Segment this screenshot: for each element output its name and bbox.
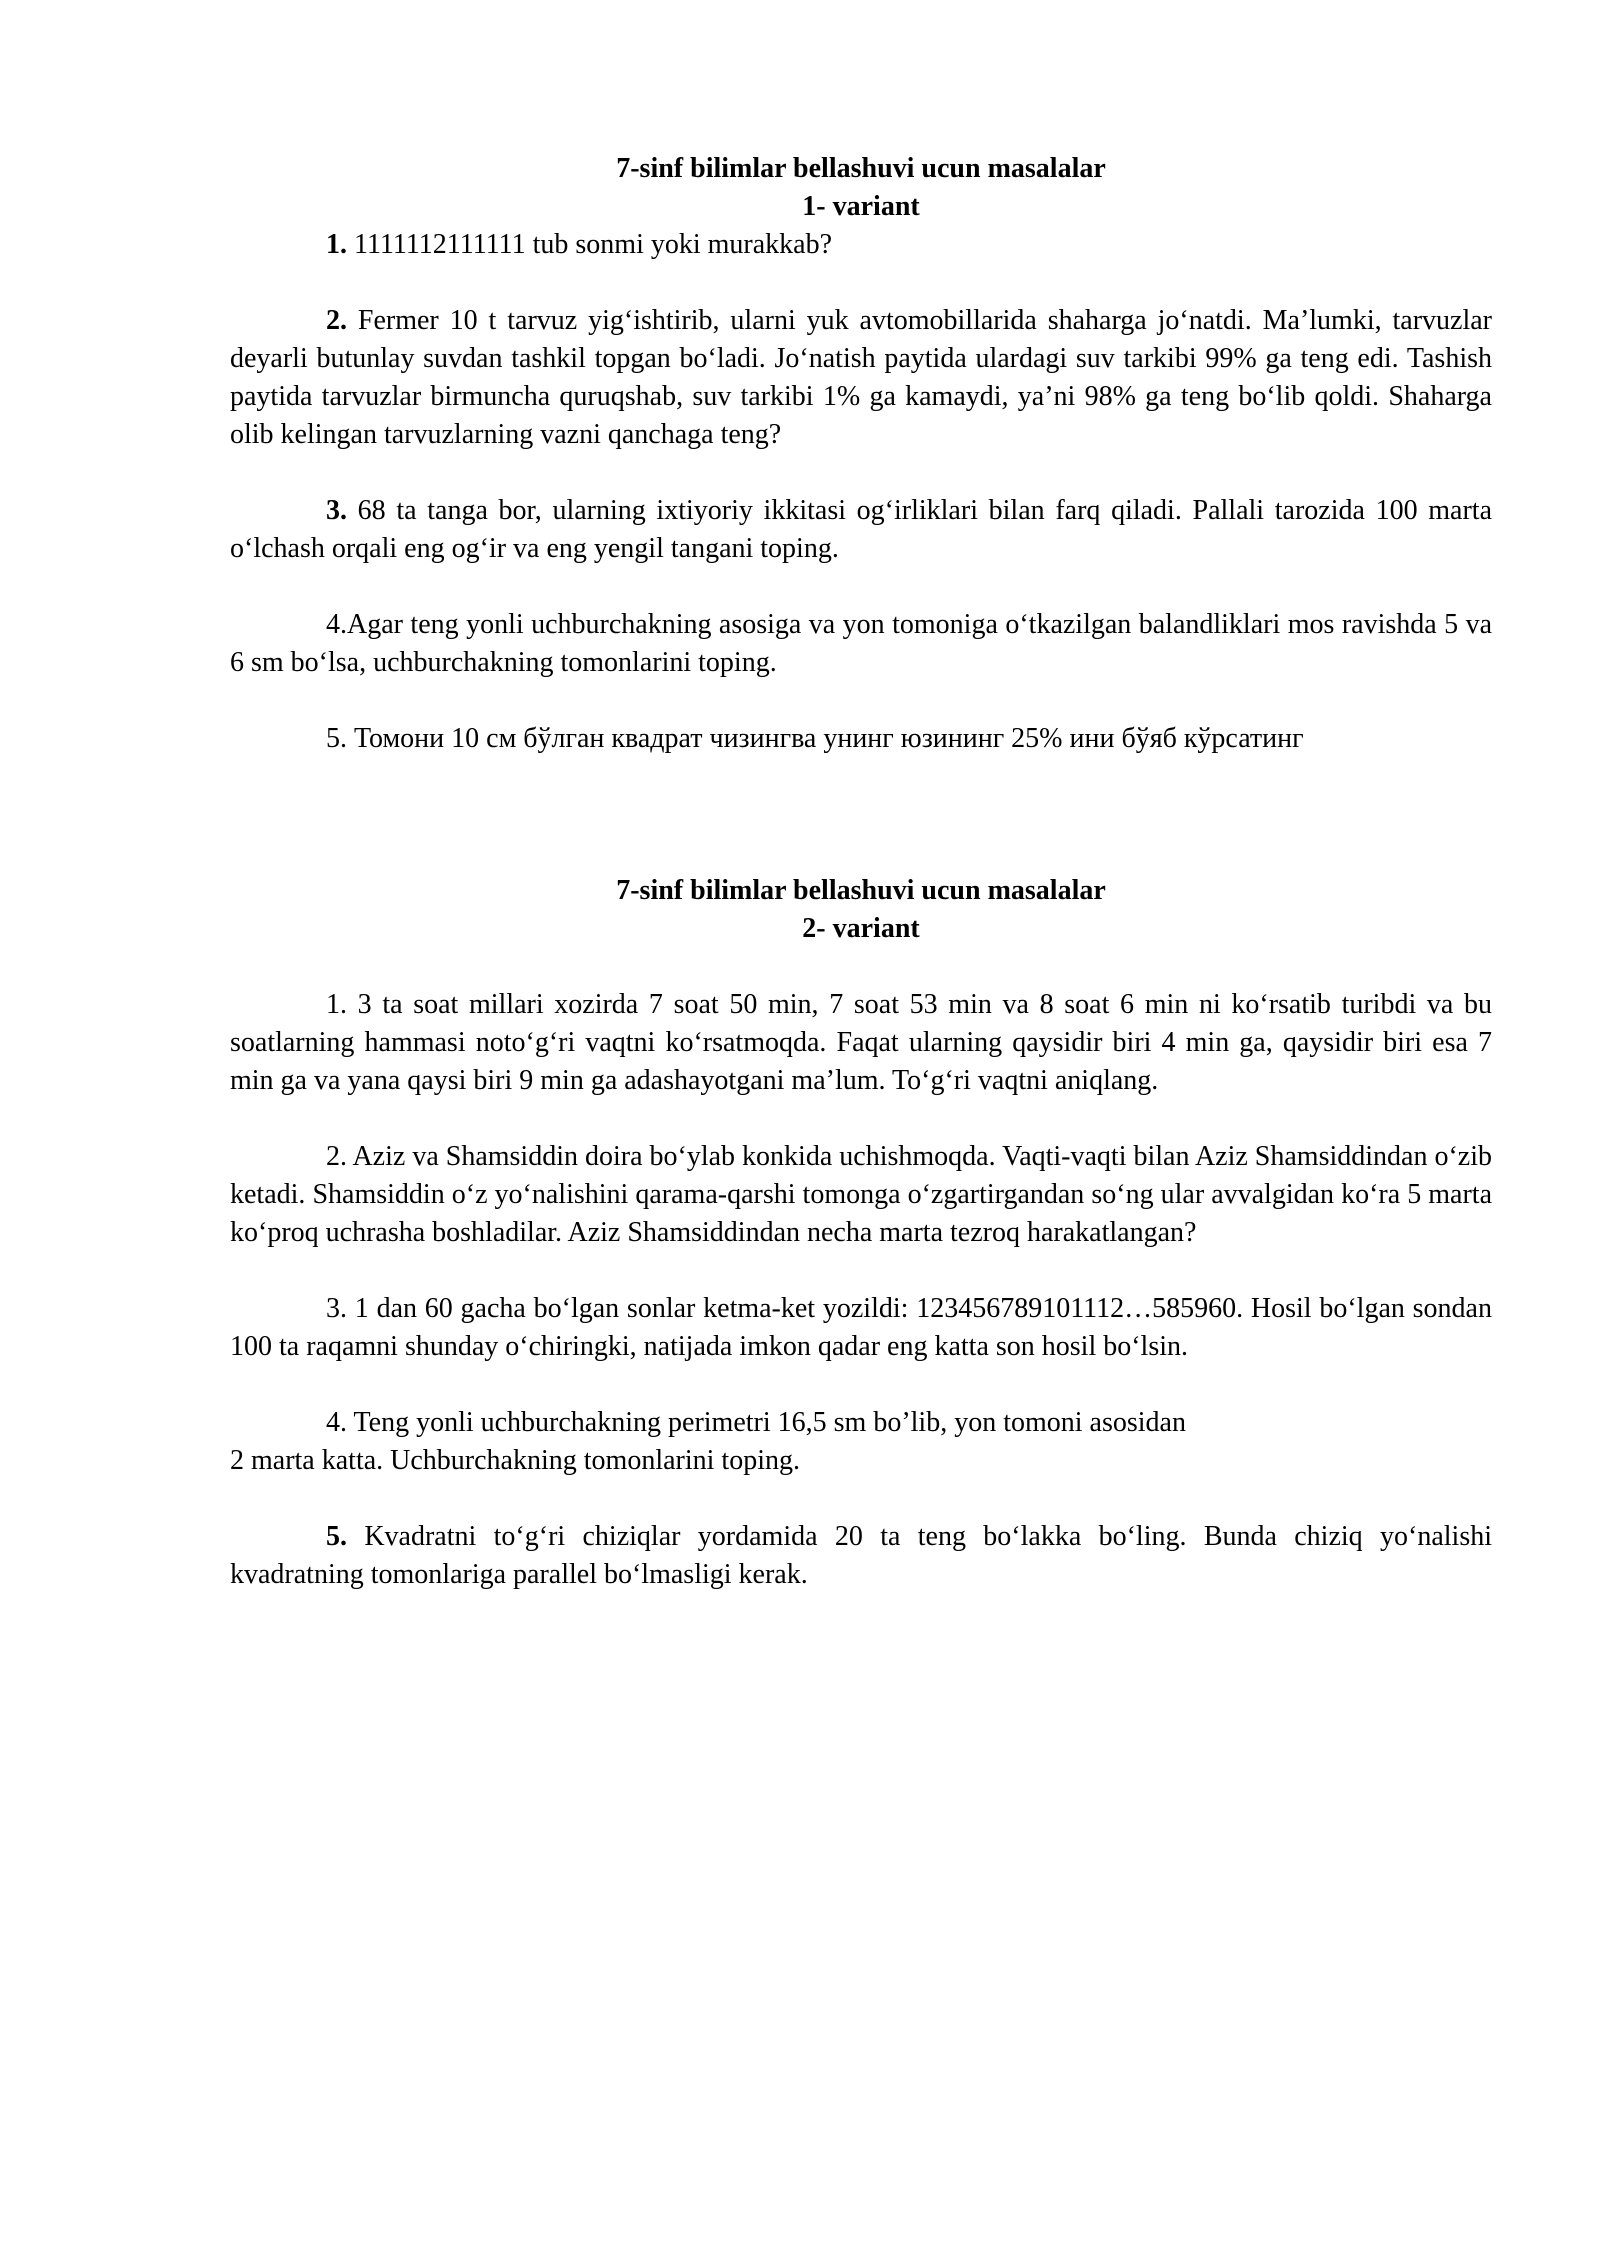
v2-problem-3 xyxy=(230,1290,1492,1366)
problem-text: Fermer 10 t tarvuz yig‘ishtirib, ularni yuk avtomobillarida shaharga jo‘natdi. Ma’lumki, tarvuzlar deyarli butunlay suvdan tashkil topgan bo‘ladi. Jo‘natish paytida ulardagi suv tarkibi 99% ga teng edi. Tashish paytida tarvuzlar birmuncha quruqshab, suv tarkibi 1% ga kamaydi, ya’ni 98% ga teng bo‘lib qoldi. Shaharga olib kelingan tarvuzlarning vazni qanchaga teng? xyxy=(230,305,1492,450)
variant-2-section xyxy=(230,872,1492,1594)
problem-text: 3. 1 dan 60 gacha bo‘lgan sonlar ketma-ket yozildi: 123456789101112…585960. Hosil bo‘lgan sondan 100 ta raqamni shunday o‘chiringki, natijada imkon qadar eng katta son hosil bo‘lsin. xyxy=(230,1293,1492,1362)
problem-number: 2. xyxy=(326,305,347,336)
problem-text: 1111112111111 tub sonmi yoki murakkab? xyxy=(347,229,833,260)
variant-1-title: 7-sinf bilimlar bellashuvi ucun masalalar xyxy=(616,153,1106,184)
problem-text: 4.Agar teng yonli uchburchakning asosiga va yon tomoniga o‘tkazilgan balandliklari mos ravishda 5 va 6 sm bo‘lsa, uchburchakning tomonlarini toping. xyxy=(230,609,1492,678)
variant-2-subtitle: 2- variant xyxy=(802,913,920,944)
problem-text: 5. Томони 10 см бўлган квадрат чизингва унинг юзининг 25% ини бўяб кўрсатинг xyxy=(326,723,1304,754)
v1-problem-5 xyxy=(230,720,1492,758)
problem-text: 68 ta tanga bor, ularning ixtiyoriy ikkitasi og‘irliklari bilan farq qiladi. Pallali tarozida 100 marta o‘lchash orqali eng og‘ir va eng yengil tangani toping. xyxy=(230,495,1492,564)
problem-text: 4. Teng yonli uchburchakning perimetri 16,5 sm bo’lib, yon tomoni asosidan xyxy=(326,1407,1186,1438)
v2-problem-2 xyxy=(230,1138,1492,1252)
v1-problem-4 xyxy=(230,606,1492,682)
variant-2-title: 7-sinf bilimlar bellashuvi ucun masalalar xyxy=(616,875,1106,906)
problem-text: 2. Aziz va Shamsiddin doira bo‘ylab konkida uchishmoqda. Vaqti-vaqti bilan Aziz Shamsiddindan o‘zib ketadi. Shamsiddin o‘z yo‘nalishini qarama-qarshi tomonga o‘zgartirgandan so‘ng ular avvalgidan ko‘ra 5 marta ko‘proq uchrasha boshladilar. Aziz Shamsiddindan necha marta tezroq harakatlangan? xyxy=(230,1141,1492,1248)
v1-problem-2 xyxy=(230,302,1492,454)
problem-text: Kvadratni to‘g‘ri chiziqlar yordamida 20 ta teng bo‘lakka bo‘ling. Bunda chiziq yo‘nalishi kvadratning tomonlariga parallel bo‘lmasligi kerak. xyxy=(230,1521,1492,1590)
v2-problem-5 xyxy=(230,1518,1492,1594)
problem-number: 5. xyxy=(326,1521,347,1552)
v2-problem-4-line2: 2 marta katta. Uchburchakning tomonlarini toping. xyxy=(230,1445,800,1476)
variant-1-subtitle: 1- variant xyxy=(802,191,920,222)
v1-problem-1 xyxy=(230,226,1492,264)
v2-problem-1 xyxy=(230,986,1492,1100)
v1-problem-3 xyxy=(230,492,1492,568)
problem-text: 1. 3 ta soat millari xozirda 7 soat 50 min, 7 soat 53 min va 8 soat 6 min ni ko‘rsatib turibdi va bu soatlarning hammasi noto‘g‘ri vaqtni ko‘rsatmoqda. Faqat ularning qaysidir biri 4 min ga, qaysidir biri esa 7 min ga va yana qaysi biri 9 min ga adashayotgani ma’lum. To‘g‘ri vaqtni aniqlang. xyxy=(230,989,1492,1096)
document-page xyxy=(230,150,1492,1594)
problem-number: 1. xyxy=(326,229,347,260)
v2-problem-4 xyxy=(230,1404,1492,1442)
problem-number: 3. xyxy=(326,495,347,526)
variant-1-section xyxy=(230,150,1492,758)
